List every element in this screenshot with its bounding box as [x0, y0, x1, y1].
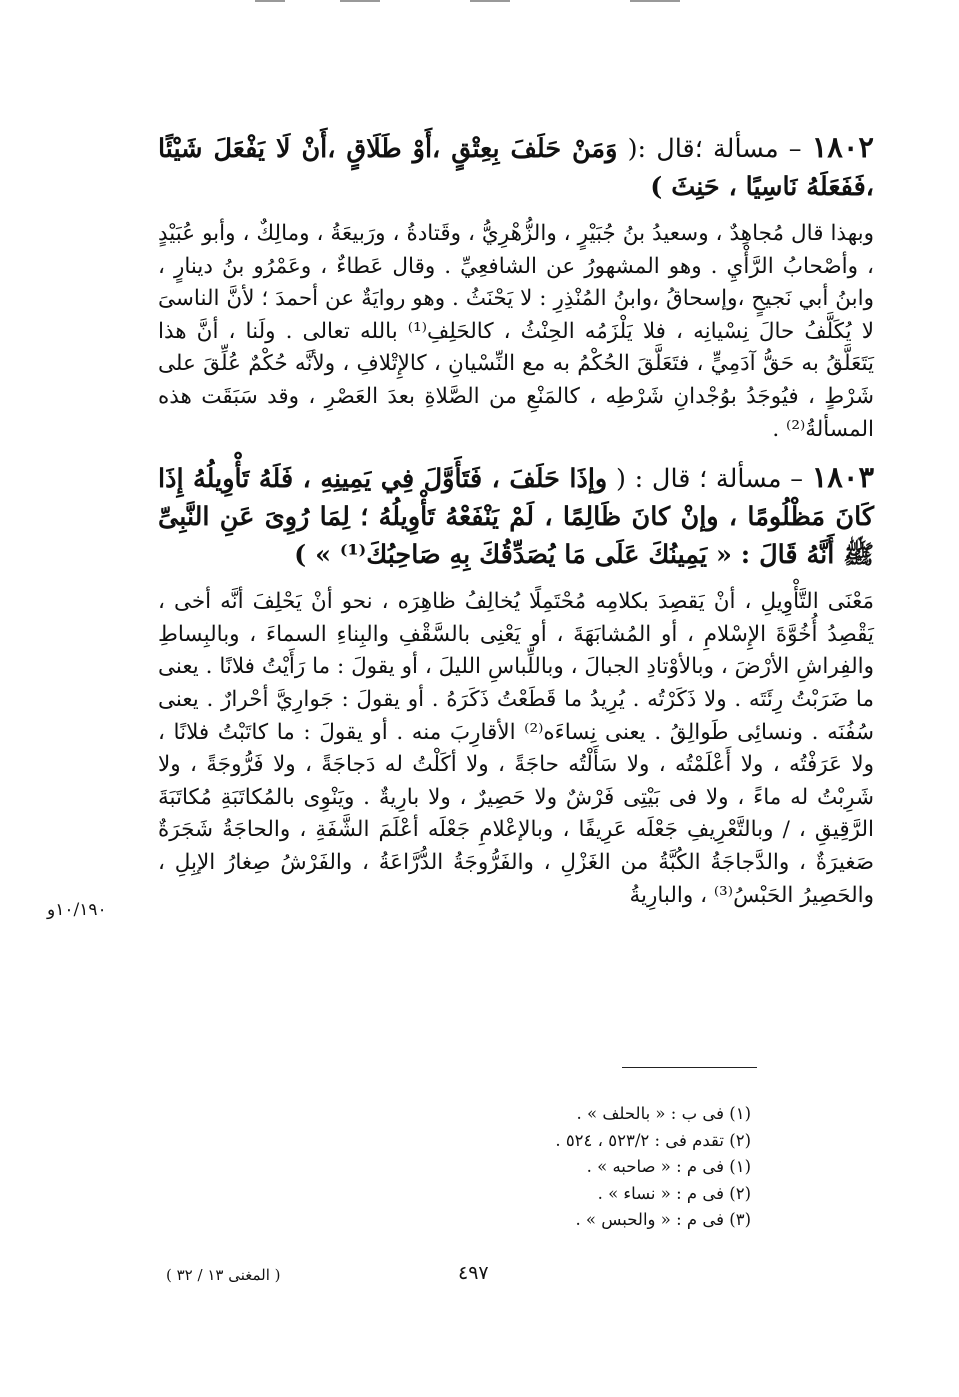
issue-quote: وإذَا حَلَفَ ، فَتَأَوَّلَ فِي يَمِينِهِ ، فَلَهُ تَأْوِيلُهُ إِذَا كَانَ مَظْلُومًا ، وإنْ كانَ ظَالِمًا ، لَمْ يَنْفَعْهُ تَأْوِيلُهُ ؛ لِمَا رُوِىَ عَنِ النَّبِىِّ ﷺ أَنَّهُ قَالَ : « يَمِينُكَ عَلَى مَا يُصَدِّقُكَ بِهِ صَاحِبُكَ⁽¹⁾ » ) [158, 464, 874, 571]
footnote-divider [622, 1067, 757, 1068]
issue-1803 [158, 458, 874, 574]
top-scan-line [255, 0, 285, 2]
footnote: (١) فى م : « صاحبه » . [586, 1157, 751, 1176]
issue-separator: – [788, 134, 802, 164]
page-content [158, 128, 874, 924]
footnote: (٣) فى م : « والحبس » . [575, 1210, 751, 1229]
issue-1802 [158, 128, 874, 206]
issue-label: مسألة ؛ قال : ( [615, 464, 782, 495]
page-number: ٤٩٧ [458, 1262, 489, 1284]
margin-manuscript-ref: ١٠/١٩٠و [47, 900, 107, 920]
footnote: (٢) فى م : « نساء » . [597, 1183, 751, 1203]
issue-quote: وَمَنْ حَلَفَ بِعِتْقٍ ،أَوْ طَلَاقٍ ،أَنْ لَا يَفْعَلَ شَيْئًا ،فَفَعَلَهُ نَاسِيًا ، حَنِثَ ) [158, 134, 874, 202]
issue-label: مسألة ؛قال :( [627, 134, 779, 164]
footnote: (١) فى ب : « بالحلف » . [576, 1104, 751, 1123]
issue-number: ١٨٠٣ [811, 460, 875, 495]
top-scan-line [470, 0, 510, 2]
commentary-1803: مَعْنَى التَّأْوِيلِ ، أنْ يَقصِدَ بكلامِه مُحْتَمِلًا يُخالِفُ ظاهِرَه ، نحو أنْ يَحْلِفَ أنَّه أخى ، يَقْصِدُ أُخُوَّةَ الإِسْلامِ ، أو المُشابَهَةَ ، أو يَعْنِى بالسَّقْفِ والبِناءِ السماءَ ، وبالبِساطِ والفِراشِ الأرْضَ ، وبالأوْتادِ الجبالَ ، وباللِّباسِ الليلَ ، أو يقولَ : ما رَأَيْتُ فلانًا . يعنى ما ضَرَبْتُ رِئَتَه . ولا ذَكَرْتُه . يُرِيدُ ما قَطَعْتُ ذَكَرَهُ . أو يقولَ : جَوارِيَّ أحْرارٌ . يعنى سُفُنَه . ونسائِى طَوالِقُ . يعنى نِساءَه⁽²⁾ الأقارِبَ منه . أو يقولَ : ما كاتَبْتُ فلانًا ، ولا عَرَفْتُه ، ولا أَعْلَمْتُه ، ولا سَأَلْتُه حاجَةً ، ولا أكَلْتُ له دَجاجَةً ، ولا فَرُّوجَةً ، ولا شَرِبْتُ له ماءً ، ولا فى بَيْتِى فَرْشٌ ولا حَصِيرٌ ، ولا بارِيةٌ . ويَنْوِى بالمُكاتَبَةِ مُكاتَبَةَ الرَّقِيقِ ، / وبالتَّعْرِيفِ جَعْلَه عَرِيفًا ، وبالإعْلامِ جَعْلَه أعْلَمَ الشَّفَةِ ، والحاجَةُ شَجَرَةٌ صَغيرَةٌ ، والدَّجاجَةُ الكُبَّةُ من الغَزْلِ ، والفَرُّوجَةُ الدُّرَّاعَةُ ، والفَرْشُ صِغارُ الإبِلِ ، والحَصِيرُ الحَبْسُ⁽³⁾ ، والبارِيةُ [158, 589, 874, 908]
top-scan-line [340, 0, 380, 2]
footnotes [555, 1101, 751, 1234]
footnote: (٢) تقدم فى : ٥٢٣/٢ ، ٥٢٤ . [555, 1130, 751, 1150]
commentary-1802: وبهذا قال مُجاهِدٌ ، وسعيدُ بنُ جُبَيْرٍ ، والزُّهْرِيُّ ، وقَتادةُ ، ورَبيعَةُ ، ومالِكٌ ، وأبو عُبَيْدٍ ، وأصْحابُ الرَّأْيِ . وهو المشهورُ عن الشافعِيِّ . وقال عَطاءٌ ، وعَمْرُو بنُ دينارٍ ، وابنُ أبي نَجيحٍ ،وإسحاقُ ،وابنُ المُنْذِرِ : لا يَحْنَثُ . وهو روايَةٌ عن أحمدَ ؛ لأنَّ الناسىَ لا يُكَلَّفُ حالَ نِسْيانِه ، فلا يَلْزَمُه الحِنْثُ ، كالحَلِفِ⁽¹⁾ بالله تعالى . ولَنا ، أنَّ هذا يَتَعَلَّقُ به حَقُّ آدَمِيٍّ ، فتَعَلَّقَ الحُكْمُ به مع النِّسْيانِ ، كالإِتْلافِ ، ولأنَّه حُكْمٌ عُلِّقَ على شَرْطٍ ، فيُوجَدُ بوُجْدانِ شَرْطِه ، كالمَنْعِ من الصَّلاةِ بعدَ العَصْرِ ، وقد سَبَقَت هذه المسألةُ⁽²⁾ . [158, 221, 874, 442]
issue-number: ١٨٠٢ [811, 130, 874, 164]
book-reference: ( المغنى ١٣ / ٣٢ ) [166, 1266, 281, 1284]
top-scan-line [630, 0, 680, 2]
issue-separator: – [790, 464, 804, 495]
